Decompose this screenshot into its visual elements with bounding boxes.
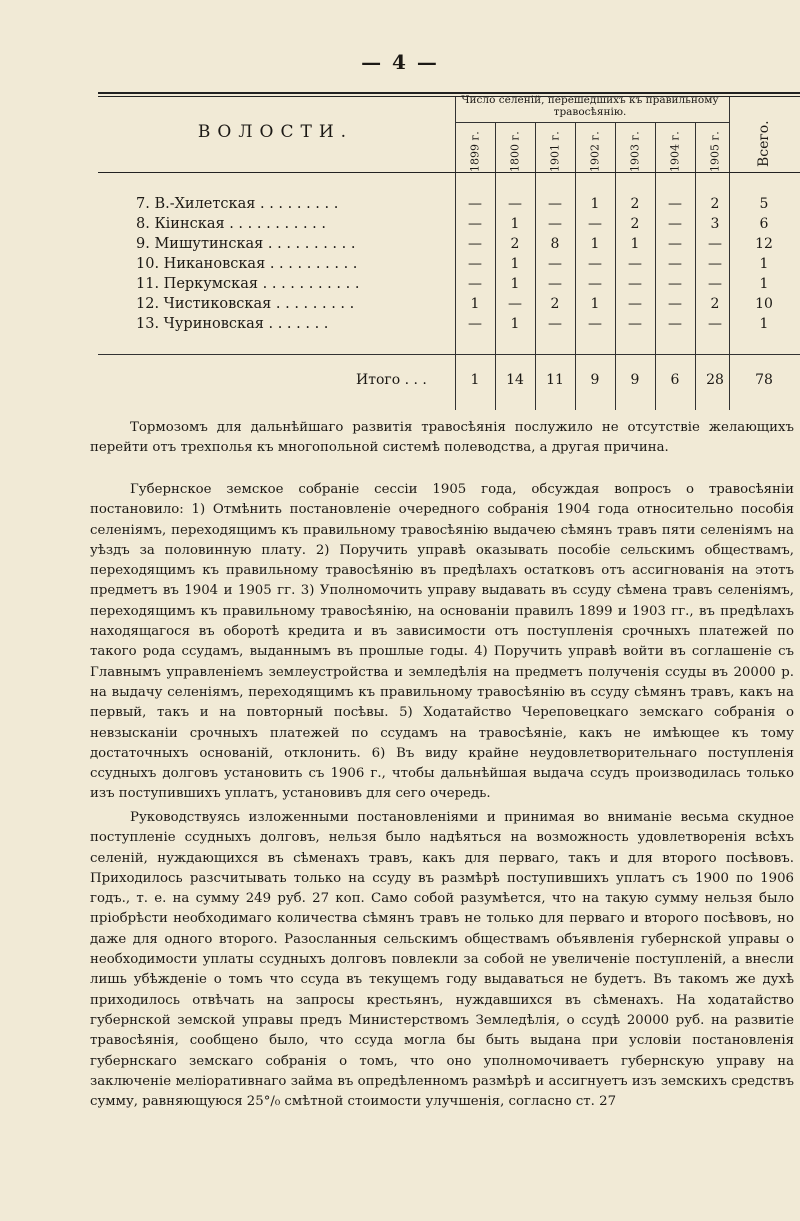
- table-cell: 2: [550, 296, 560, 312]
- itogo-cell: 1: [470, 372, 480, 388]
- table-cell: —: [468, 216, 482, 232]
- table-cell: —: [468, 276, 482, 292]
- table-cell: 2: [630, 216, 640, 232]
- table-cell: —: [668, 296, 682, 312]
- table-cell: —: [508, 296, 522, 312]
- table-cell: —: [588, 276, 602, 292]
- table-cell: 1: [590, 196, 600, 212]
- year-header: 1902 г.: [588, 131, 602, 173]
- itogo-cell: 6: [670, 372, 680, 388]
- table-cell: —: [628, 316, 642, 332]
- itogo-row: [98, 372, 800, 392]
- table-cell: 1: [590, 296, 600, 312]
- itogo-rule: [98, 354, 800, 355]
- table-cell: —: [708, 276, 722, 292]
- volost-name: 11. Перкумская . . . . . . . . . . .: [136, 276, 360, 292]
- table-cell: —: [628, 296, 642, 312]
- table-cell: —: [708, 236, 722, 252]
- page-number: — 4 —: [361, 50, 439, 74]
- table-cell: —: [548, 276, 562, 292]
- table-cell: —: [588, 316, 602, 332]
- itogo-cell: 28: [706, 372, 724, 388]
- row-total: 1: [759, 276, 769, 292]
- table-cell: 1: [510, 276, 520, 292]
- table-cell: —: [668, 316, 682, 332]
- table-row: [98, 316, 800, 336]
- table-cell: 2: [630, 196, 640, 212]
- table-cell: —: [668, 196, 682, 212]
- table-cell: 1: [510, 216, 520, 232]
- table-cell: —: [468, 236, 482, 252]
- volost-name: 10. Никановская . . . . . . . . . .: [136, 256, 358, 272]
- table-cell: 8: [550, 236, 560, 252]
- row-total: 1: [759, 316, 769, 332]
- volost-header: ВОЛОСТИ.: [197, 122, 354, 142]
- table-row: [98, 296, 800, 316]
- table-cell: 3: [710, 216, 720, 232]
- table-cell: —: [548, 256, 562, 272]
- year-header: 1905 г.: [708, 131, 722, 173]
- table-cell: —: [668, 276, 682, 292]
- volost-name: 8. Кіинская . . . . . . . . . . .: [136, 216, 327, 232]
- volost-table: [98, 92, 800, 410]
- table-cell: 1: [630, 236, 640, 252]
- table-cell: —: [588, 256, 602, 272]
- volost-name: 13. Чуриновская . . . . . . .: [136, 316, 329, 332]
- table-row: [98, 236, 800, 256]
- table-cell: —: [628, 276, 642, 292]
- table-cell: —: [588, 216, 602, 232]
- table-cell: —: [668, 256, 682, 272]
- table-cell: —: [548, 196, 562, 212]
- row-total: 6: [759, 216, 769, 232]
- row-total: 1: [759, 256, 769, 272]
- table-cell: —: [668, 236, 682, 252]
- paragraph-3: Руководствуясь изложенными постановленіями и принимая во вниманіе весьма скудное поступленіе ссудныхъ долговъ, нельзя было надѣяться на возможность удовлетворенія всѣхъ селеній, нуждающихся въ сѣменахъ травъ, какъ для перваго, такъ и для второго посѣвовъ. Приходилось разсчитывать только на ссуду въ размѣрѣ поступившихъ уплатъ съ 1900 по 1906 годъ., т. е. на сумму 249 руб. 27 коп. Само собой разумѣется, что на такую сумму нельзя было пріобрѣсти необходимаго количества сѣмянъ травъ не только для перваго и второго посѣвовъ, но даже для одного второго. Разосланныя сельскимъ обществамъ объявленія губернской управы о необходимости уплаты ссудныхъ долговъ повлекли за собой не увеличеніе поступленій, а внесли лишь убѣжденіе о томъ что ссуда въ текущемъ году выдаваться не будетъ. Въ такомъ же духѣ приходилось отвѣчать на запросы крестьянъ, нуждавшихся въ сѣменахъ. На ходатайство губернской земской управы предъ Министерствомъ Земледѣлія, о ссудѣ 20000 руб. на развитіе травосѣянія, сообщено было, что ссуда могла бы быть выдана при условіи постановленія губернскаго земскаго собранія о томъ, что оно уполномочиваетъ губернскую управу на заключеніе меліоративнаго займа въ опредѣленномъ размѣрѣ и ассигнуетъ изъ земскихъ средствъ сумму, равняющуюся 25°/₀ смѣтной стоимости улучшенія, согласно ст. 27: [90, 810, 794, 1110]
- volost-name: 9. Мишутинская . . . . . . . . . .: [136, 236, 356, 252]
- paragraph-2: Губернское земское собраніе сессіи 1905 года, обсуждая вопросъ о травосѣяніи постановило: 1) Отмѣнить постановленіе очередного собранія 1904 года относительно пособія селеніямъ, переходящимъ къ правильному травосѣянію выдачею сѣмянъ травъ пяти селеніямъ на уѣздъ за половинную плату. 2) Поручить управѣ оказывать пособіе сельскимъ обществамъ, переходящимъ къ правильному травосѣянію въ предѣлахъ остатковъ отъ ассигнованія на этотъ предметъ въ 1904 и 1905 гг. 3) Уполномочить управу выдавать въ ссуду сѣмена травъ селеніямъ, переходящимъ къ правильному травосѣянію, на основаніи правилъ 1899 и 1903 гг., въ предѣлахъ находящагося въ оборотѣ кредита и въ зависимости отъ поступленія срочныхъ платежей по такого рода ссудамъ, выданнымъ въ прошлые годы. 4) Поручить управѣ войти въ соглашеніе съ Главнымъ управленіемъ землеустройства и земледѣлія на предметъ полученія ссуды въ 20000 р. на выдачу селеніямъ, переходящимъ къ правильному травосѣянію въ ссуду сѣмянъ травъ, какъ на первый, такъ и на повторный посѣвы. 5) Ходатайство Череповецкаго земскаго собранія о невзысканіи срочныхъ платежей по ссудамъ на травосѣяніе, какъ не имѣющее къ тому достаточныхъ основаній, отклонить. 6) Въ виду крайне неудовлетворительнаго поступленія ссудныхъ долговъ установить съ 1906 г., чтобы дальнѣйшая выдача ссудъ производилась только изъ поступившихъ уплатъ, установивъ для сего очередь.: [90, 482, 794, 802]
- volost-name: 12. Чистиковская . . . . . . . . .: [136, 296, 355, 312]
- table-cell: 2: [510, 236, 520, 252]
- row-total: 5: [759, 196, 769, 212]
- table-row: [98, 216, 800, 236]
- table-cell: —: [668, 216, 682, 232]
- itogo-cell: 11: [546, 372, 564, 388]
- table-cell: 1: [510, 316, 520, 332]
- year-header: 1901 г.: [548, 131, 562, 173]
- year-header: 1899 г.: [468, 131, 482, 173]
- total-header: Всего.: [756, 120, 772, 168]
- table-row: [98, 196, 800, 216]
- table-cell: 2: [710, 296, 720, 312]
- table-row: [98, 256, 800, 276]
- itogo-cell: 14: [506, 372, 524, 388]
- table-cell: —: [708, 316, 722, 332]
- volost-name: 7. В.-Хилетская . . . . . . . . .: [136, 196, 339, 212]
- table-cell: —: [468, 316, 482, 332]
- itogo-cell: 9: [590, 372, 600, 388]
- row-total: 10: [755, 296, 773, 312]
- table-cell: —: [468, 196, 482, 212]
- table-cell: 1: [590, 236, 600, 252]
- itogo-total: 78: [755, 372, 773, 388]
- paragraph-1: Тормозомъ для дальнѣйшаго развитія травосѣянія послужило не отсутствіе желающихъ перейти отъ трехполья къ многопольной системѣ полеводства, а другая причина.: [90, 420, 794, 456]
- table-cell: —: [628, 256, 642, 272]
- table-cell: —: [708, 256, 722, 272]
- year-header: 1904 г.: [668, 131, 682, 173]
- row-total: 12: [755, 236, 773, 252]
- table-cell: —: [508, 196, 522, 212]
- table-row: [98, 276, 800, 296]
- table-cell: 2: [710, 196, 720, 212]
- table-cell: 1: [470, 296, 480, 312]
- itogo-cell: 9: [630, 372, 640, 388]
- table-cell: —: [548, 316, 562, 332]
- table-cell: —: [468, 256, 482, 272]
- itogo-label: Итого . . .: [356, 372, 427, 388]
- year-header: 1903 г.: [628, 131, 642, 173]
- year-header: 1800 г.: [508, 131, 522, 173]
- group-header: Число селеній, перешедшихъ къ правильному травосѣянію.: [461, 94, 719, 118]
- table-cell: 1: [510, 256, 520, 272]
- table-cell: —: [548, 216, 562, 232]
